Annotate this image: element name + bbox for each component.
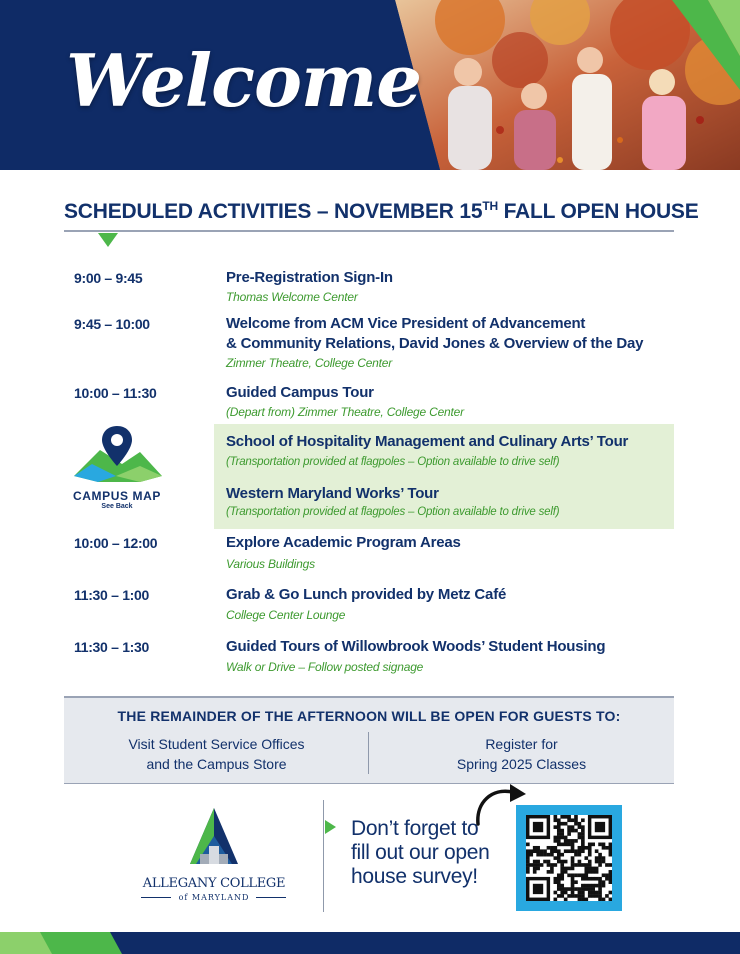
schedule-time: 10:00 – 12:00: [74, 535, 158, 551]
title-divider: [64, 230, 674, 232]
survey-line2: fill out our open: [351, 841, 490, 864]
afternoon-right-line1: Register for: [485, 736, 558, 752]
welcome-heading: Welcome: [66, 38, 422, 123]
logo-college-name: ALLEGANY COLLEGE: [142, 876, 286, 891]
schedule-location: Various Buildings: [226, 557, 315, 571]
footer-green-accent: [0, 932, 740, 954]
afternoon-left-line1: Visit Student Service Offices: [128, 736, 305, 752]
schedule-time: 11:30 – 1:00: [74, 587, 150, 603]
afternoon-option-left: [64, 734, 369, 774]
survey-qr-code[interactable]: [526, 815, 612, 901]
schedule-activity-line1: Welcome from ACM Vice President of Advancement: [226, 315, 586, 332]
header-banner: [0, 0, 740, 170]
afternoon-box: [64, 696, 674, 784]
schedule-location: (Depart from) Zimmer Theatre, College Center: [226, 405, 464, 419]
schedule-time: 11:30 – 1:30: [74, 639, 150, 655]
campus-map-label[interactable]: CAMPUS MAP: [72, 489, 161, 503]
green-triangle-icon: [98, 233, 118, 247]
campus-map-icon[interactable]: [70, 424, 164, 486]
logo-rule-right: [256, 897, 286, 898]
footer-divider: [323, 800, 324, 912]
afternoon-heading: THE REMAINDER OF THE AFTERNOON WILL BE OPEN FOR GUESTS TO:: [117, 708, 621, 724]
schedule-location: Walk or Drive – Follow posted signage: [226, 660, 424, 674]
schedule-activity: Grab & Go Lunch provided by Metz Café: [226, 586, 507, 603]
title-suffix: TH: [482, 199, 498, 213]
schedule-activity: Western Maryland Works’ Tour: [226, 485, 439, 502]
afternoon-left-line2: and the Campus Store: [146, 756, 287, 772]
schedule-activity: Explore Academic Program Areas: [226, 534, 461, 551]
campus-map-sublabel: See Back: [101, 503, 133, 510]
schedule-time: 9:00 – 9:45: [74, 270, 143, 286]
schedule-activity: Guided Tours of Willowbrook Woods’ Student Housing: [226, 638, 606, 655]
schedule-location: (Transportation provided at flagpoles – Option available to drive self): [226, 506, 560, 518]
survey-line3: house survey!: [351, 865, 478, 888]
survey-reminder: [351, 817, 516, 889]
schedule-time: 10:00 – 11:30: [74, 385, 157, 401]
schedule-activity: Pre-Registration Sign-In: [226, 269, 393, 286]
allegany-college-logo: [134, 806, 294, 906]
schedule-activity: School of Hospitality Management and Culinary Arts’ Tour: [226, 433, 629, 450]
title-main: SCHEDULED ACTIVITIES – NOVEMBER 15: [64, 200, 483, 223]
survey-line1: Don’t forget to: [351, 817, 479, 840]
logo-college-sub: of MARYLAND: [178, 893, 250, 902]
schedule-activity: Guided Campus Tour: [226, 384, 374, 401]
page-title: [64, 199, 699, 224]
title-rest: FALL OPEN HOUSE: [497, 200, 699, 223]
schedule-location: (Transportation provided at flagpoles – Option available to drive self): [226, 456, 560, 468]
afternoon-option-right: [369, 734, 674, 774]
schedule-activity-line2: & Community Relations, David Jones & Overview of the Day: [226, 335, 644, 352]
green-triangle-icon: [325, 820, 336, 834]
schedule-time: 9:45 – 10:00: [74, 316, 150, 332]
schedule-location: Zimmer Theatre, College Center: [226, 356, 393, 370]
afternoon-right-line2: Spring 2025 Classes: [456, 756, 587, 772]
schedule-location: College Center Lounge: [226, 608, 346, 622]
schedule-location: Thomas Welcome Center: [226, 290, 358, 304]
